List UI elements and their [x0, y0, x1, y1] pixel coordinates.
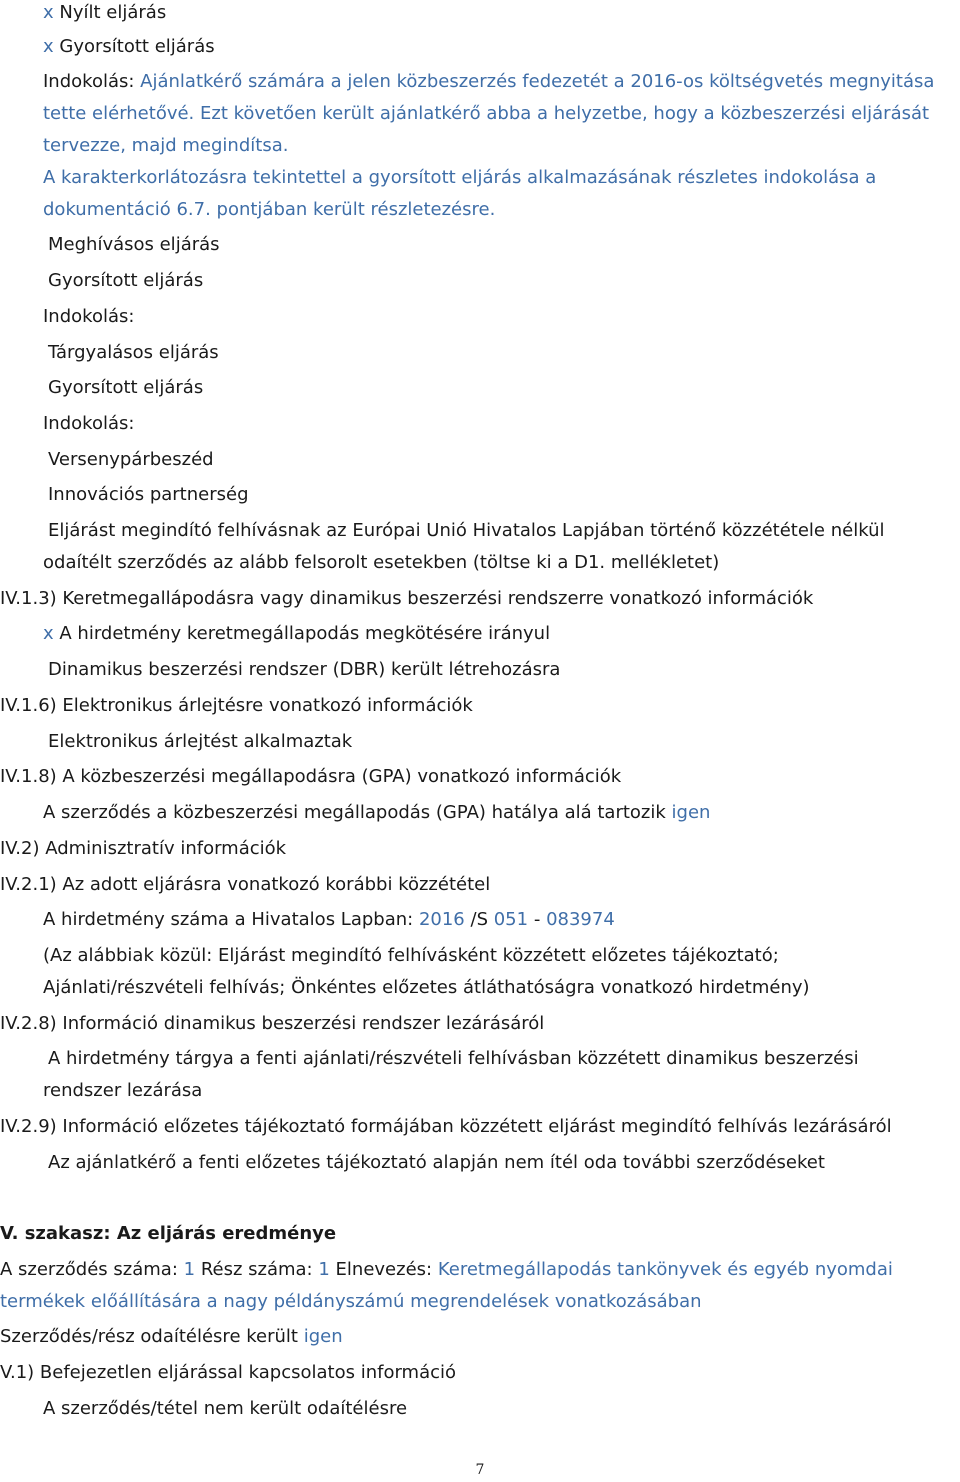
iv18-gpa-line: [43, 800, 710, 826]
notice-year: 2016: [418, 909, 465, 930]
notice-number-label: A hirdetmény száma a Hivatalos Lapban:: [43, 909, 414, 930]
option-label: Nyílt eljárás: [59, 2, 167, 23]
awarded-label: Szerződés/rész odaítélésre került: [0, 1326, 298, 1347]
option-gyorsitott-2: Gyorsított eljárás: [48, 270, 204, 291]
awarded-value: igen: [303, 1326, 343, 1347]
option-targyalasos: Tárgyalásos eljárás: [48, 342, 219, 363]
part-number: 1: [318, 1259, 330, 1280]
iv28-option-line-1: A hirdetmény tárgya a fenti ajánlati/részvételi felhívásban közzétett dinamikus beszerzési: [48, 1048, 859, 1069]
title-value: Keretmegállapodás tankönyvek és egyéb nyomdai: [437, 1259, 893, 1280]
iv21-note-line-1: (Az alábbiak közül: Eljárást megindító felhívásként közzétett előzetes tájékoztató;: [43, 945, 779, 966]
notice-number: 083974: [546, 909, 615, 930]
notice-s-label: /S: [470, 909, 488, 930]
section-iv13-heading: IV.1.3) Keretmegallápodásra vagy dinamikus beszerzési rendszerre vonatkozó információk: [0, 588, 814, 609]
gpa-label: A szerződés a közbeszerzési megállapodás (GPA) hatálya alá tartozik: [43, 802, 666, 823]
option-label: A hirdetmény keretmegállapodás megkötésére irányul: [59, 623, 551, 644]
justification-line-3: tervezze, majd megindítsa.: [43, 135, 289, 156]
v1-option: A szerződés/tétel nem került odaítélésre: [43, 1398, 408, 1419]
checkbox-mark: x: [43, 623, 54, 644]
option-eljarast-line-1: Eljárást megindító felhívásnak az Európai Unió Hivatalos Lapjában történő közzététele nélkül: [48, 520, 885, 541]
iv13-option-keret: [43, 621, 550, 647]
option-nyilt: [43, 0, 166, 26]
gpa-value: igen: [671, 802, 711, 823]
option-versenyparbeszed: Versenypárbeszéd: [48, 449, 214, 470]
option-eljarast-line-2: odaítélt szerződés az alább felsorolt esetekben (töltse ki a D1. mellékletet): [43, 552, 720, 573]
checkbox-mark: x: [43, 36, 54, 57]
section-iv28-heading: IV.2.8) Információ dinamikus beszerzési rendszer lezárásáról: [0, 1013, 545, 1034]
justification-label-3: Indokolás:: [43, 413, 135, 434]
section-iv29-heading: IV.2.9) Információ előzetes tájékoztató formájában közzétett eljárást megindító felhívás lezárásáról: [0, 1116, 892, 1137]
checkbox-mark: x: [43, 2, 54, 23]
section-iv16-heading: IV.1.6) Elektronikus árlejtésre vonatkozó információk: [0, 695, 473, 716]
section-iv18-heading: IV.1.8) A közbeszerzési megállapodásra (GPA) vonatkozó információk: [0, 766, 622, 787]
contract-number-label: A szerződés száma:: [0, 1259, 178, 1280]
v-contract-line-1: [0, 1257, 893, 1283]
iv28-option-line-2: rendszer lezárása: [43, 1080, 203, 1101]
justification-line-5: dokumentáció 6.7. pontjában került részletezésre.: [43, 199, 496, 220]
justification-line-1: [43, 69, 934, 95]
contract-number: 1: [183, 1259, 196, 1280]
section-v1-heading: V.1) Befejezetlen eljárással kapcsolatos információ: [0, 1362, 457, 1383]
justification-label: Indokolás:: [43, 71, 135, 92]
page-number: 7: [475, 1462, 485, 1478]
section-v-heading: V. szakasz: Az eljárás eredménye: [0, 1223, 337, 1244]
iv21-notice-number: [43, 907, 615, 933]
option-meghivasos: Meghívásos eljárás: [48, 234, 220, 255]
v-contract-line-2: termékek előállítására a nagy példányszámú megrendelések vonatkozásában: [0, 1291, 702, 1312]
option-label: Gyorsított eljárás: [59, 36, 215, 57]
justification-line-2: tette elérhetővé. Ezt követően került ajánlatkérő abba a helyzetbe, hogy a közbeszerzési eljárását: [43, 103, 930, 124]
iv29-option: Az ajánlatkérő a fenti előzetes tájékoztató alapján nem ítél oda további szerződéseket: [48, 1152, 825, 1173]
section-iv21-heading: IV.2.1) Az adott eljárásra vonatkozó korábbi közzététel: [0, 874, 491, 895]
iv13-option-dbr: Dinamikus beszerzési rendszer (DBR) került létrehozásra: [48, 659, 561, 680]
notice-series: 051: [493, 909, 529, 930]
option-gyorsitott-3: Gyorsított eljárás: [48, 377, 204, 398]
title-label: Elnevezés:: [335, 1259, 433, 1280]
section-iv2-heading: IV.2) Adminisztratív információk: [0, 838, 287, 859]
justification-label-2: Indokolás:: [43, 306, 135, 327]
justification-line-4: A karakterkorlátozásra tekintettel a gyorsított eljárás alkalmazásának részletes indokolása a: [43, 167, 877, 188]
option-innovacios: Innovációs partnerség: [48, 484, 249, 505]
notice-dash: -: [533, 909, 541, 930]
justification-text: Ajánlatkérő számára a jelen közbeszerzés fedezetét a 2016-os költségvetés megnyitása: [140, 71, 935, 92]
part-number-label: Rész száma:: [200, 1259, 313, 1280]
iv21-note-line-2: Ajánlati/részvételi felhívás; Önkéntes előzetes átláthatóságra vonatkozó hirdetmény): [43, 977, 810, 998]
option-gyorsitott: [43, 34, 215, 60]
v-awarded-line: [0, 1324, 343, 1350]
iv16-option: Elektronikus árlejtést alkalmaztak: [48, 731, 353, 752]
